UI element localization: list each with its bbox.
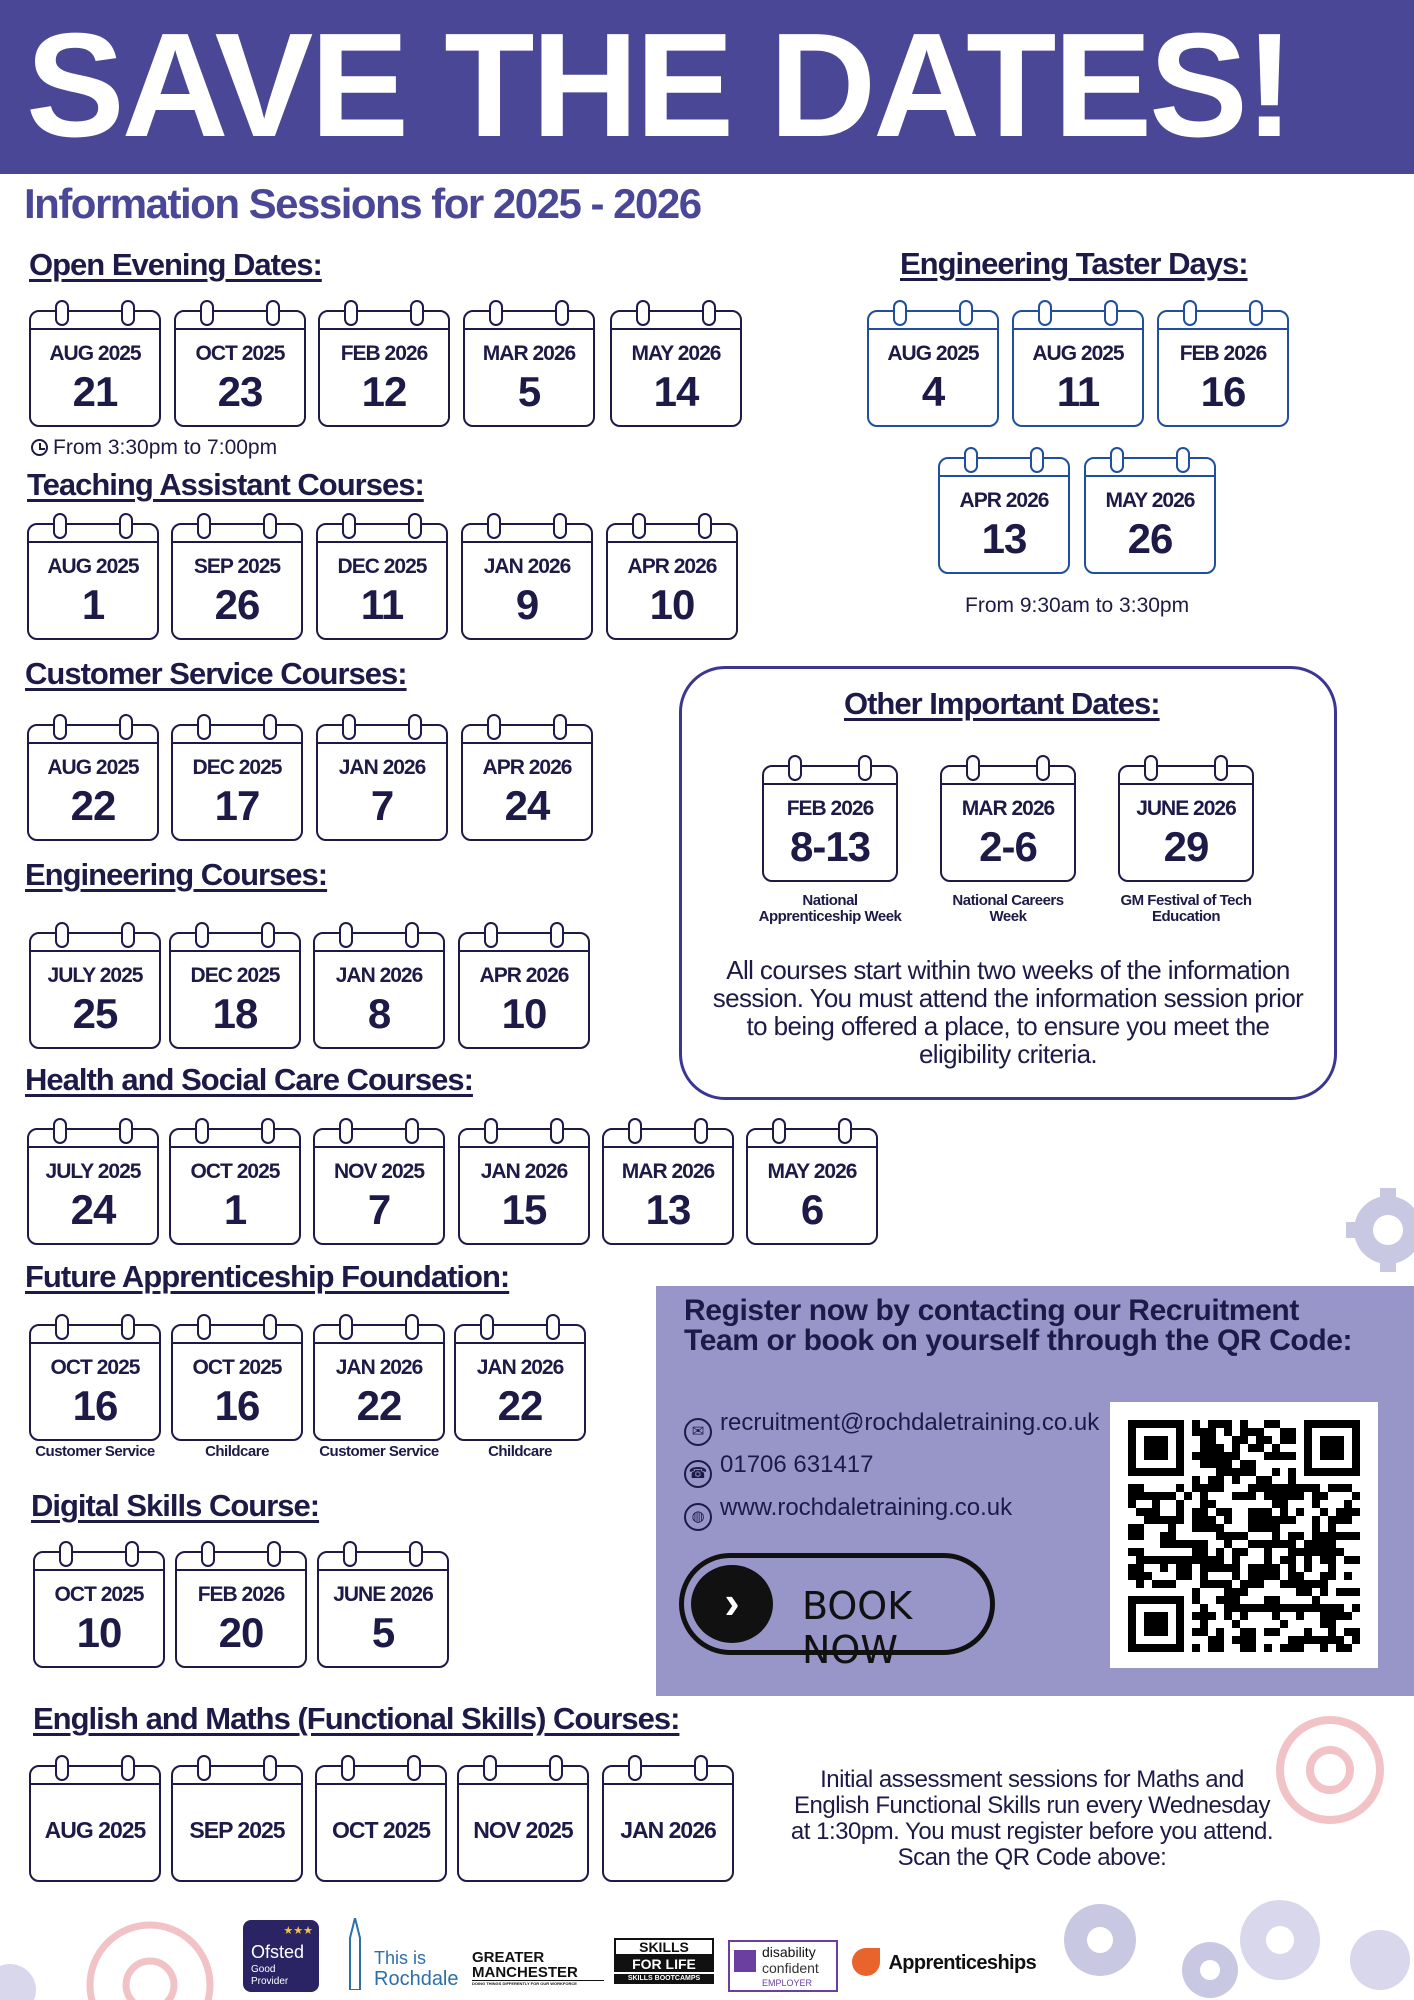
email-icon: ✉ — [684, 1418, 712, 1446]
engineering-taster-time: From 9:30am to 3:30pm — [965, 594, 1190, 617]
calendar-day: 16 — [72, 1382, 118, 1429]
calendar-day: 10 — [76, 1609, 122, 1656]
ofsted-provider: Provider — [251, 1976, 289, 1987]
phone-number[interactable]: 01706 631417 — [720, 1451, 874, 1478]
disability-confident-logo — [728, 1940, 838, 1992]
calendar-date — [461, 724, 593, 841]
calendar-date — [602, 1128, 734, 1245]
calendar-date — [746, 1128, 878, 1245]
course-caption: Customer Service — [35, 1443, 155, 1460]
page-title: SAVE THE DATES! — [26, 3, 1292, 168]
calendar-month: OCT 2025 — [195, 342, 285, 365]
calendar-month-card — [29, 1765, 161, 1882]
calendar-day: 24 — [504, 782, 550, 829]
calendar-month: JAN 2026 — [483, 555, 571, 578]
email-contact[interactable] — [684, 1409, 1099, 1446]
calendar-month: JULY 2025 — [47, 964, 143, 987]
greater-manchester-logo — [472, 1950, 604, 1986]
event-caption — [740, 893, 920, 925]
calendar-month: DEC 2025 — [190, 964, 280, 987]
customer-service-title: Customer Service Courses: — [25, 656, 407, 691]
calendar-date — [27, 523, 159, 640]
open-evening-time-text: From 3:30pm to 7:00pm — [53, 436, 278, 459]
calendar-month: MAR 2026 — [482, 342, 576, 365]
decorative-gears-bottom — [1020, 1860, 1260, 2000]
book-now-label: BOOK NOW — [802, 1584, 913, 1672]
calendar-date — [316, 724, 448, 841]
calendar-month: OCT 2025 — [331, 1817, 431, 1843]
course-caption: Childcare — [488, 1443, 552, 1460]
calendar-date — [762, 765, 898, 882]
website-link[interactable]: www.rochdaletraining.co.uk — [720, 1494, 1013, 1521]
clock-icon — [31, 439, 48, 456]
teaching-assistant-title: Teaching Assistant Courses: — [27, 467, 424, 502]
calendar-day: 8-13 — [789, 823, 871, 870]
calendar-day: 22 — [497, 1382, 543, 1429]
calendar-month: DEC 2025 — [192, 756, 282, 779]
calendar-date — [318, 310, 450, 427]
event-caption-line: Apprenticeship Week — [758, 908, 902, 925]
calendar-month: APR 2026 — [627, 555, 717, 578]
gm-logo-line: MANCHESTER — [472, 1964, 578, 1981]
calendar-month: MAR 2026 — [621, 1160, 715, 1183]
calendar-month: APR 2026 — [482, 756, 572, 779]
calendar-month: AUG 2025 — [44, 1817, 146, 1843]
calendar-month: JUNE 2026 — [333, 1583, 433, 1606]
calendar-day: 13 — [981, 515, 1027, 562]
calendar-month: JAN 2026 — [620, 1817, 716, 1843]
calendar-day: 26 — [1127, 515, 1173, 562]
event-caption-line: Education — [1151, 908, 1220, 925]
calendar-month: NOV 2025 — [473, 1817, 573, 1843]
calendar-date — [171, 1324, 303, 1441]
calendar-month: OCT 2025 — [190, 1160, 280, 1183]
calendar-month: DEC 2025 — [337, 555, 427, 578]
disability-confident-icon — [734, 1950, 756, 1972]
apprenticeships-logo — [852, 1948, 1036, 1976]
calendar-day: 24 — [70, 1186, 116, 1233]
calendar-day: 21 — [72, 368, 118, 415]
calendar-date — [458, 1128, 590, 1245]
calendar-day: 4 — [921, 368, 945, 415]
english-maths-note: Initial assessment sessions for Maths and English Functional Skills run every Wednesday at 1:30pm. You must register before you attend. Scan the QR Code above: — [790, 1766, 1274, 1871]
page-subtitle: Information Sessions for 2025 - 2026 — [24, 180, 701, 227]
calendar-month: JULY 2025 — [45, 1160, 141, 1183]
register-heading — [684, 1296, 1352, 1356]
calendar-month-card — [602, 1765, 734, 1882]
calendar-month: AUG 2025 — [47, 555, 139, 578]
calendar-day: 26 — [214, 581, 260, 628]
calendar-date — [867, 310, 999, 427]
calendar-day: 8 — [367, 990, 391, 1037]
calendar-month: JAN 2026 — [480, 1160, 568, 1183]
calendar-day: 12 — [361, 368, 407, 415]
calendar-month-card — [171, 1765, 303, 1882]
calendar-day: 10 — [501, 990, 547, 1037]
calendar-month: MAY 2026 — [631, 342, 721, 365]
calendar-month: AUG 2025 — [47, 756, 139, 779]
calendar-day: 13 — [645, 1186, 691, 1233]
ofsted-logo — [243, 1920, 319, 1992]
calendar-date — [29, 1324, 161, 1441]
event-caption — [1096, 893, 1276, 925]
skills-logo-line: SKILLS — [614, 1938, 714, 1956]
calendar-month: OCT 2025 — [192, 1356, 282, 1379]
digital-skills-title: Digital Skills Course: — [31, 1488, 320, 1523]
health-social-title: Health and Social Care Courses: — [25, 1062, 473, 1097]
calendar-date — [29, 932, 161, 1049]
calendar-month: MAY 2026 — [1105, 489, 1195, 512]
calendar-date — [1157, 310, 1289, 427]
book-now-button[interactable] — [679, 1553, 995, 1672]
future-apprenticeship-title: Future Apprenticeship Foundation: — [25, 1259, 510, 1294]
calendar-date — [171, 724, 303, 841]
calendar-day: 9 — [515, 581, 539, 628]
apprenticeships-text: Apprenticeships — [888, 1952, 1037, 1974]
calendar-date — [1118, 765, 1254, 882]
calendar-month: JAN 2026 — [335, 964, 423, 987]
calendar-date — [169, 1128, 301, 1245]
calendar-date — [606, 523, 738, 640]
calendar-day: 5 — [371, 1609, 395, 1656]
calendar-date — [313, 1128, 445, 1245]
calendar-date — [27, 724, 159, 841]
calendar-month: OCT 2025 — [54, 1583, 144, 1606]
dc-logo-line: confident — [762, 1960, 819, 1976]
dc-logo-line: EMPLOYER — [762, 1978, 813, 1988]
other-dates-title: Other Important Dates: — [844, 686, 1160, 721]
calendar-month: APR 2026 — [479, 964, 569, 987]
calendar-month: NOV 2025 — [333, 1160, 425, 1183]
calendar-day: 23 — [217, 368, 263, 415]
calendar-month: JAN 2026 — [338, 756, 426, 779]
skills-for-life-logo — [614, 1938, 714, 1992]
calendar-date — [317, 1551, 449, 1668]
email-link[interactable]: recruitment@rochdaletraining.co.uk — [720, 1409, 1100, 1436]
calendar-date — [175, 1551, 307, 1668]
chevron-right-icon: › — [691, 1565, 773, 1643]
calendar-date — [33, 1551, 165, 1668]
course-caption: Customer Service — [319, 1443, 439, 1460]
calendar-month: MAR 2026 — [961, 797, 1055, 820]
rochdale-logo-line: This is — [374, 1948, 427, 1968]
skills-logo-line: SKILLS BOOTCAMPS — [614, 1974, 714, 1984]
calendar-month: AUG 2025 — [49, 342, 141, 365]
calendar-date — [171, 523, 303, 640]
dc-logo-line: disability — [762, 1944, 816, 1960]
calendar-month: OCT 2025 — [50, 1356, 140, 1379]
calendar-day: 25 — [72, 990, 118, 1037]
calendar-date — [454, 1324, 586, 1441]
calendar-month: FEB 2026 — [1179, 342, 1267, 365]
globe-icon: ◍ — [684, 1503, 712, 1531]
skills-logo-line: FOR LIFE — [614, 1956, 714, 1972]
calendar-month: APR 2026 — [959, 489, 1049, 512]
rochdale-logo-line: Rochdale — [374, 1968, 459, 1990]
phone-icon: ☎ — [684, 1460, 712, 1488]
calendar-date — [174, 310, 306, 427]
calendar-date — [458, 932, 590, 1049]
gm-tagline: DOING THINGS DIFFERENTLY FOR OUR WORKFORCE — [472, 1980, 604, 1986]
calendar-month: AUG 2025 — [1032, 342, 1124, 365]
open-evening-title: Open Evening Dates: — [29, 247, 322, 282]
calendar-date — [1084, 457, 1216, 574]
calendar-day: 1 — [223, 1186, 247, 1233]
ofsted-grade: Good — [251, 1964, 276, 1975]
event-caption-line: National — [802, 892, 858, 909]
calendar-month: JAN 2026 — [335, 1356, 423, 1379]
calendar-day: 11 — [360, 581, 404, 628]
calendar-month: AUG 2025 — [887, 342, 979, 365]
event-caption — [918, 893, 1098, 925]
calendar-day: 6 — [800, 1186, 824, 1233]
calendar-day: 7 — [367, 1186, 391, 1233]
ofsted-logo-text: Ofsted — [251, 1942, 305, 1962]
course-caption: Childcare — [205, 1443, 269, 1460]
calendar-day: 11 — [1056, 368, 1100, 415]
calendar-month-card — [315, 1765, 447, 1882]
phone-contact[interactable] — [684, 1451, 874, 1488]
calendar-month: FEB 2026 — [786, 797, 874, 820]
qr-code[interactable] — [1110, 1402, 1378, 1668]
calendar-date — [27, 1128, 159, 1245]
gear-icon — [1330, 1180, 1414, 1280]
calendar-date — [610, 310, 742, 427]
stars-icon: ★★★ — [283, 1925, 313, 1937]
apprenticeships-icon — [852, 1948, 880, 1976]
eligibility-text: All courses start within two weeks of the information session. You must attend the information session prior to being offered a place, to ensure you meet the eligibility criteria. — [712, 955, 1304, 1069]
calendar-date — [313, 932, 445, 1049]
calendar-day: 5 — [517, 368, 541, 415]
event-caption-line: GM Festival of Tech — [1120, 892, 1252, 909]
calendar-month: FEB 2026 — [340, 342, 428, 365]
open-evening-time — [31, 436, 277, 460]
calendar-date — [29, 310, 161, 427]
event-caption-line: Week — [989, 908, 1027, 925]
calendar-day: 17 — [214, 782, 260, 829]
calendar-date — [1012, 310, 1144, 427]
calendar-day: 22 — [356, 1382, 402, 1429]
calendar-date — [169, 932, 301, 1049]
calendar-date — [940, 765, 1076, 882]
gm-logo-line: GREATER — [472, 1949, 545, 1966]
this-is-rochdale-logo — [344, 1918, 464, 1992]
calendar-day: 1 — [81, 581, 105, 628]
calendar-day: 10 — [649, 581, 695, 628]
engineering-courses-title: Engineering Courses: — [25, 857, 328, 892]
calendar-month-card — [457, 1765, 589, 1882]
website-contact[interactable] — [684, 1494, 1012, 1531]
calendar-month: JAN 2026 — [476, 1356, 564, 1379]
calendar-date — [461, 523, 593, 640]
calendar-month: JUNE 2026 — [1136, 797, 1236, 820]
calendar-day: 22 — [70, 782, 116, 829]
calendar-day: 29 — [1163, 823, 1209, 870]
calendar-day: 15 — [501, 1186, 547, 1233]
calendar-date — [463, 310, 595, 427]
calendar-month: SEP 2025 — [193, 555, 281, 578]
qr-code-image — [1110, 1402, 1378, 1668]
town-hall-icon — [344, 1918, 366, 1990]
calendar-day: 2-6 — [979, 823, 1037, 870]
calendar-day: 16 — [1200, 368, 1246, 415]
event-caption-line: National Careers — [952, 892, 1064, 909]
calendar-month: SEP 2025 — [189, 1817, 285, 1843]
english-maths-title: English and Maths (Functional Skills) Courses: — [33, 1701, 680, 1736]
calendar-day: 16 — [214, 1382, 260, 1429]
calendar-month: MAY 2026 — [767, 1160, 857, 1183]
calendar-date — [938, 457, 1070, 574]
calendar-day: 18 — [212, 990, 258, 1037]
register-heading-line: Register now by contacting our Recruitment — [684, 1294, 1299, 1327]
engineering-taster-title: Engineering Taster Days: — [900, 246, 1248, 281]
calendar-month: FEB 2026 — [197, 1583, 285, 1606]
calendar-date — [313, 1324, 445, 1441]
calendar-day: 20 — [218, 1609, 264, 1656]
calendar-day: 7 — [370, 782, 394, 829]
calendar-date — [316, 523, 448, 640]
register-heading-line: Team or book on yourself through the QR Code: — [684, 1324, 1353, 1357]
calendar-day: 14 — [653, 368, 699, 415]
